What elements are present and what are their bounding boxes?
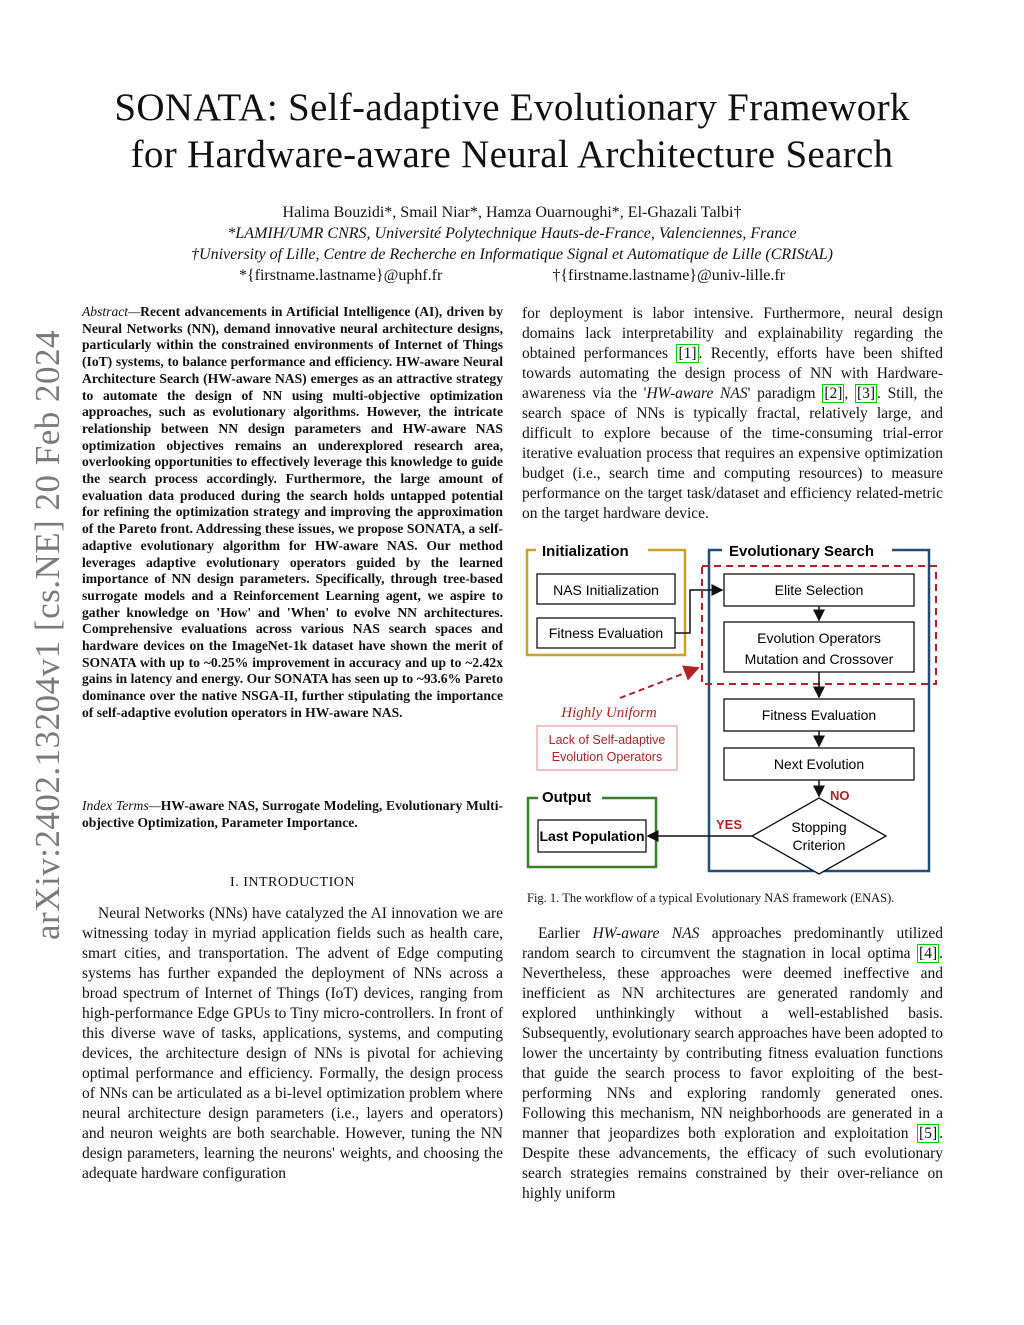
index-terms xyxy=(82,798,503,831)
text-span: . Nevertheless, these approaches were deemed ineffective and inefficient as NN architectures are generated randomly and explored unthinkingly without a well-established basis. Subsequently, evolutionary search approaches have been adopted to lower the uncertainty by contributing fitness evaluation functions that guide the search process to favor exploiting of the best-performing NNs and exploring randomly generated ones. Following this mechanism, NN neighborhoods are generated in a manner that jeopardizes both exploration and exploitation xyxy=(522,945,943,1142)
index-terms-label: Index Terms— xyxy=(82,798,161,813)
fitness-evaluation-init-label: Fitness Evaluation xyxy=(548,625,664,641)
text-span: . Recently, efforts have been shifted towards automating the design process of NN with Hardware-awareness via the ' xyxy=(522,345,944,402)
section-heading: I. INTRODUCTION xyxy=(230,875,355,890)
output-title: Output xyxy=(542,789,592,806)
intro-text: Neural Networks (NNs) have catalyzed the AI innovation we are witnessing today in myriad application fields such as health care, smart cities, and transportation. The advent of Edge computing systems has further expanded the deployment of NNs across a broad spectrum of Internet of Things (IoT) devices, ranging from high-performance Edge GPUs to Tiny micro-controllers. In front of this diverse wave of tasks, applications, systems, and computing devices, the architecture design of NNs is pivotal for achieving optimal performance and efficiency. Formally, the design process of NNs can be articulated as a bi-level optimization problem where neural architecture design parameters (i.e., layers and operators) and neuron weights are both searchable. However, tuning the NN design parameters, learning the neurons' weights, and choosing the adequate hardware configuration xyxy=(82,905,503,1182)
index-terms-text: HW-aware NAS, Surrogate Modeling, Evolutionary Multi-objective Optimization, Parameter Importance. xyxy=(82,798,503,830)
yes-label: YES xyxy=(716,817,743,832)
enas-workflow-figure xyxy=(520,536,946,876)
initialization-title: Initialization xyxy=(542,543,629,560)
citation-link[interactable]: [1] xyxy=(678,345,697,362)
citation-link[interactable]: [3] xyxy=(856,385,876,402)
citation-link[interactable]: [5] xyxy=(919,1125,938,1142)
text-span: . Still, the search space of NNs is typically fractal, relatively large, and difficult to explore because of the time-consuming trial-error iterative evaluation process that requires an expensive optimization budget (i.e., search time and computing resources) to measure performance on the target task/dataset and efficiency related-metric on the target hardware device. xyxy=(522,385,943,522)
intro-paragraph xyxy=(82,904,503,1184)
abstract xyxy=(82,304,503,722)
email-1: *{firstname.lastname}@uphf.fr xyxy=(238,267,443,284)
no-label: NO xyxy=(830,788,850,803)
text-span: . Despite these advancements, the efficacy of such evolutionary search strategies remains constrained by their over-reliance on highly uniform xyxy=(522,1125,943,1202)
evolution-operators-line2: Mutation and Crossover xyxy=(744,651,894,667)
elite-selection-label: Elite Selection xyxy=(774,582,864,598)
text-span: , xyxy=(844,385,855,402)
author-names: Halima Bouzidi*, Smail Niar*, Hamza Ouarnoughi*, El-Ghazali Talbi† xyxy=(282,204,742,221)
citation-link[interactable]: [4] xyxy=(919,945,938,962)
next-evolution-label: Next Evolution xyxy=(773,756,865,772)
stopping-criterion-diamond xyxy=(752,798,886,874)
lack-line1: Lack of Self-adaptive xyxy=(548,733,666,747)
nas-initialization-label: NAS Initialization xyxy=(553,582,659,598)
text-span: Earlier xyxy=(538,925,593,942)
right-top-paragraph xyxy=(522,304,943,524)
title-line-2: for Hardware-aware Neural Architecture Search xyxy=(130,133,894,176)
abstract-text: Recent advancements in Artificial Intelligence (AI), driven by Neural Networks (NN), demand innovative neural architecture designs, particularly within the constrained environments of Internet of Things (IoT) systems, to balance performance and efficiency. HW-aware Neural Architecture Search (HW-aware NAS) emerges as an attractive strategy to automate the design of NN using multi-objective optimization approaches, such as evolutionary algorithms. However, the intricate relationship between NN design parameters and HW-aware NAS optimization objectives remains an underexplored research area, overlooking opportunities to effectively leverage this knowledge to guide the search process accordingly. Furthermore, the large amount of evaluation data produced during the search holds untapped potential for refining the optimization strategy and improving the approximation of the Pareto front. Addressing these issues, we propose SONATA, a self-adaptive evolutionary algorithm for HW-aware NAS. Our method leverages adaptive evolutionary operators guided by the learned importance of NN design parameters. Specifically, through tree-based surrogate models and a Reinforcement Learning agent, we aspire to gather knowledge on 'How' and 'When' to evolve NN architectures. Comprehensive evaluations across various NAS search spaces and hardware devices on the ImageNet-1k dataset have shown the merit of SONATA with up to ~0.25% improvement in accuracy and up to ~2.42x gains in latency and energy. Our SONATA has seen up to ~93.6% Pareto dominance over the native NSGA-II, further stipulating the importance of self-adaptive evolution operators in HW-aware NAS. xyxy=(82,304,503,720)
abstract-label: Abstract— xyxy=(82,304,141,319)
emphasis: HW-aware NAS xyxy=(646,385,748,402)
title-line-1: SONATA: Self-adaptive Evolutionary Framework xyxy=(114,86,910,129)
figure-caption: Fig. 1. The workflow of a typical Evolutionary NAS framework (ENAS). xyxy=(527,891,895,905)
affiliation-1: *LAMIH/UMR CNRS, Université Polytechnique Hauts-de-France, Valenciennes, France xyxy=(227,225,797,242)
email-2: †{firstname.lastname}@univ-lille.fr xyxy=(552,267,786,284)
emphasis: HW-aware NAS xyxy=(592,925,700,942)
affiliation-2: †University of Lille, Centre de Recherche en Informatique Signal et Automatique de Lille (CRIStAL) xyxy=(191,246,833,263)
arxiv-stamp: arXiv:2402.13204v1 [cs.NE] 20 Feb 2024 xyxy=(28,329,67,940)
stopping-criterion-line2: Criterion xyxy=(792,837,846,853)
text-span: ' paradigm xyxy=(747,385,823,402)
arrow-init-to-elite xyxy=(675,590,722,633)
lack-line2: Evolution Operators xyxy=(551,750,663,764)
fitness-evaluation-label: Fitness Evaluation xyxy=(761,707,877,723)
highly-uniform-label: Highly Uniform xyxy=(561,705,657,721)
author-block xyxy=(60,202,964,286)
text-span: approaches predominantly utilized random search to circumvent the stagnation in local optima xyxy=(522,925,943,962)
citation-link[interactable]: [2] xyxy=(824,385,843,402)
arrow-annotation-dashed xyxy=(620,668,698,698)
stopping-criterion-line1: Stopping xyxy=(791,819,847,835)
evolutionary-search-title: Evolutionary Search xyxy=(729,543,875,560)
right-bottom-paragraph xyxy=(522,924,943,1204)
evolution-operators-line1: Evolution Operators xyxy=(757,630,881,646)
text-span: for deployment is labor intensive. Furthermore, neural design domains lack interpretability and explainability regarding the obtained performances xyxy=(522,305,943,362)
last-population-label: Last Population xyxy=(539,828,645,844)
paper-title xyxy=(60,84,964,178)
